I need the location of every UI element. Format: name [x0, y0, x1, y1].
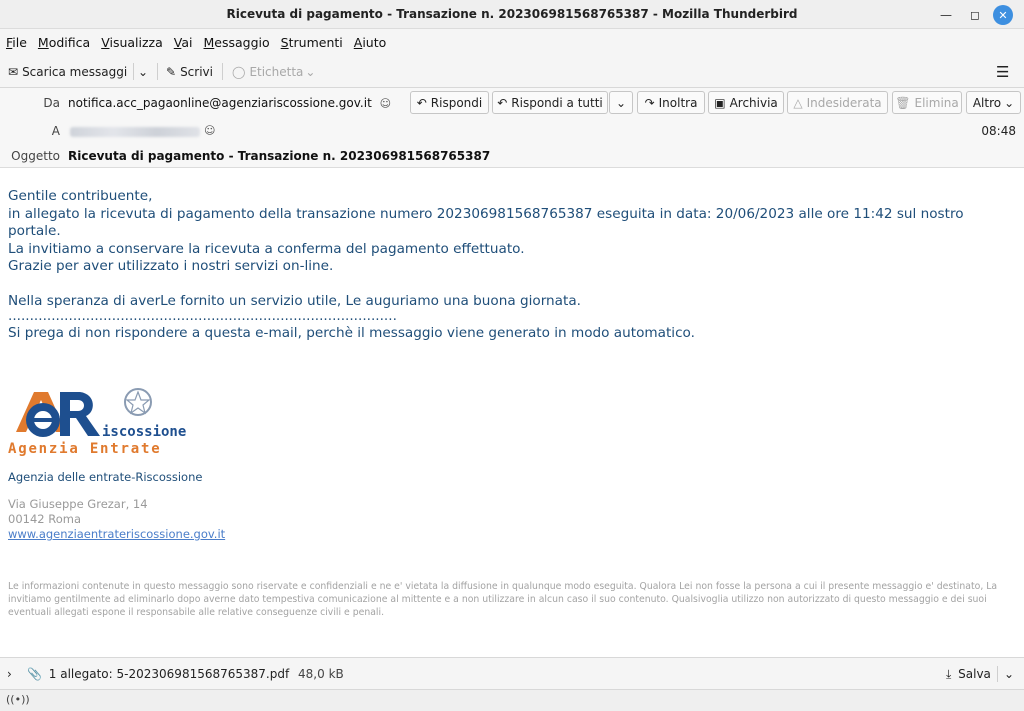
save-label: Salva: [958, 667, 991, 681]
blank-line: [8, 276, 1008, 293]
paperclip-icon: 📎: [27, 667, 42, 681]
subject-label: Oggetto: [11, 149, 60, 163]
body-line: La invitiamo a conservare la ricevuta a conferma del pagamento effettuato.: [8, 240, 525, 257]
maximize-icon[interactable]: ◻: [970, 8, 980, 22]
body-line: Si prega di non rispondere a questa e-mail, perchè il messaggio viene generato in modo automatico.: [8, 325, 695, 341]
dotted-separator: ..........................................................................................: [8, 310, 397, 324]
reply-all-button[interactable]: [492, 91, 608, 114]
menu-bar: [0, 29, 1024, 55]
forward-button[interactable]: [637, 91, 705, 114]
tag-icon: ◯: [232, 64, 246, 79]
write-label: Scrivi: [180, 64, 213, 79]
attachment-item[interactable]: [27, 667, 344, 681]
more-button[interactable]: [966, 91, 1021, 114]
status-bar: [0, 689, 1024, 711]
menu-tools[interactable]: Strumenti: [280, 34, 343, 50]
chevron-right-icon: ›: [7, 667, 12, 681]
reply-icon: ↶: [416, 95, 427, 110]
reply-all-icon: ↶: [497, 95, 508, 110]
tag-label: Etichetta: [249, 64, 304, 79]
redacted-recipient: [70, 127, 200, 137]
greeting: Gentile contribuente,: [8, 188, 153, 204]
toolbar-divider: [222, 63, 223, 80]
message-time: 08:48: [981, 124, 1016, 138]
app-menu-button[interactable]: [996, 61, 1009, 82]
menu-edit[interactable]: Modifica: [37, 34, 91, 50]
signature-name: Agenzia delle entrate-Riscossione: [8, 470, 203, 484]
from-label: Da: [43, 96, 60, 110]
message-body: [0, 169, 1024, 657]
junk-label: Indesiderata: [806, 95, 882, 110]
contact-icon: ☺: [204, 124, 216, 137]
trash-icon: 🗑: [895, 95, 911, 110]
body-line: Nella speranza di averLe fornito un servizio utile, Le auguriamo una buona giornata.: [8, 292, 581, 309]
attachment-bar: [0, 657, 1024, 689]
tag-button[interactable]: [232, 61, 315, 82]
download-mail-icon: ✉: [8, 64, 19, 79]
online-status-icon[interactable]: ((•)): [6, 693, 30, 706]
message-header: [0, 88, 1024, 168]
signature-address: [8, 497, 225, 542]
fire-icon: △: [793, 95, 803, 110]
attachment-size: 48,0 kB: [298, 667, 344, 681]
delete-button[interactable]: [892, 91, 962, 114]
archive-button[interactable]: [708, 91, 784, 114]
chevron-down-icon: ⌄: [305, 64, 316, 79]
reply-all-dropdown[interactable]: [609, 91, 633, 114]
main-toolbar: [0, 55, 1024, 88]
legal-disclaimer: Le informazioni contenute in questo messaggio sono riservate e confidenziali e ne e' vietata la diffusione in qualunque modo eseguita. Qualora Lei non fosse la persona a cui il presente messaggio e' destinato, La invitiamo gentilmente ad eliminarlo dopo averne dato tempestiva comunicazione al mittente e a non utilizzare in alcun caso il suo contenuto. Qualsivoglia utilizzo non autorizzato di questo messaggio e dei suoi eventuali allegati espone il responsabile alle relative conseguenze civili e penali.: [8, 581, 998, 618]
menu-help[interactable]: Aiuto: [353, 34, 387, 50]
expand-attachments-toggle[interactable]: [7, 667, 12, 681]
more-label: Altro: [972, 95, 1002, 110]
junk-button[interactable]: [787, 91, 888, 114]
save-attachment-dropdown[interactable]: [1004, 667, 1014, 681]
reply-button[interactable]: [410, 91, 489, 114]
hamburger-icon: ☰: [996, 62, 1010, 81]
menu-message[interactable]: Messaggio: [203, 34, 270, 50]
get-messages-button[interactable]: [8, 61, 127, 82]
contact-icon: ☺: [379, 97, 392, 110]
menu-view[interactable]: Visualizza: [101, 34, 163, 50]
menu-go[interactable]: Vai: [173, 34, 193, 50]
write-button[interactable]: [166, 61, 213, 82]
chevron-down-icon: ⌄: [138, 64, 149, 79]
agency-logo: [8, 380, 218, 460]
close-icon[interactable]: ✕: [993, 5, 1013, 25]
download-icon: ⤓: [946, 667, 952, 681]
chevron-down-icon: ⌄: [615, 95, 627, 110]
signature-city: 00142 Roma: [8, 512, 81, 526]
body-line: Grazie per aver utilizzato i nostri servizi on-line.: [8, 258, 334, 274]
save-attachment-button[interactable]: [946, 667, 991, 682]
pencil-icon: ✎: [166, 64, 177, 79]
forward-icon: ↷: [644, 95, 655, 110]
logo-wordmark-bottom: Agenzia Entrate: [8, 441, 162, 457]
signature-street: Via Giuseppe Grezar, 14: [8, 497, 148, 511]
toolbar-divider: [133, 63, 134, 80]
chevron-down-icon: ⌄: [1004, 95, 1015, 110]
menu-file[interactable]: File: [6, 34, 27, 50]
reply-label: Rispondi: [430, 95, 483, 110]
attachment-filename: 5-202306981568765387.pdf: [116, 667, 290, 681]
reply-all-label: Rispondi a tutti: [511, 95, 603, 110]
from-value: notifica.acc_pagaonline@agenziariscossione.gov.it: [68, 96, 372, 110]
title-bar: [0, 0, 1024, 29]
logo-wordmark-top: iscossione: [102, 424, 187, 440]
archive-icon: ▣: [714, 95, 726, 110]
archive-label: Archivia: [729, 95, 778, 110]
body-line: in allegato la ricevuta di pagamento della transazione numero 202306981568765387 eseguita in data: 20/06/2023 alle ore 11:42 sul nostro portale.: [8, 205, 964, 239]
minimize-icon[interactable]: —: [940, 8, 952, 22]
forward-label: Inoltra: [658, 95, 698, 110]
get-messages-label: Scarica messaggi: [22, 64, 128, 79]
toolbar-divider: [157, 63, 158, 80]
signature-website-link[interactable]: www.agenziaentrateriscossione.gov.it: [8, 527, 226, 541]
window-title: Ricevuta di pagamento - Transazione n. 202306981568765387 - Mozilla Thunderbird: [226, 7, 798, 21]
get-messages-dropdown[interactable]: [138, 61, 148, 82]
subject-value: Ricevuta di pagamento - Transazione n. 202306981568765387: [68, 149, 491, 163]
from-address[interactable]: [68, 96, 391, 110]
to-label: A: [51, 124, 60, 138]
message-text: [8, 188, 1008, 343]
delete-label: Elimina: [914, 95, 959, 110]
chevron-down-icon: ⌄: [1004, 667, 1015, 681]
toolbar-divider: [997, 666, 998, 682]
attachment-count: 1 allegato:: [48, 667, 113, 681]
